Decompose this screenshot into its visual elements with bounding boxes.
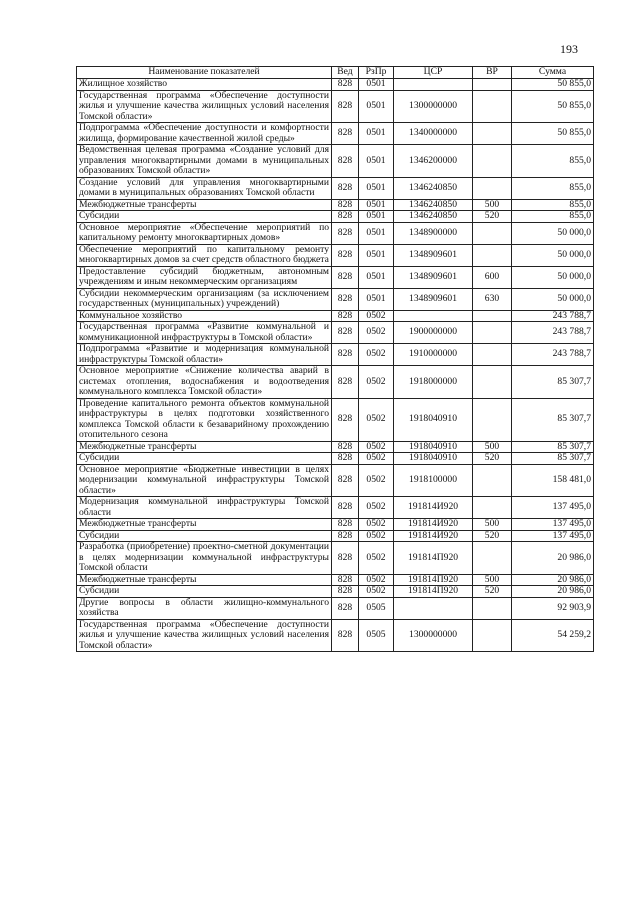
row-sum-cell: 50 855,0 [512, 79, 594, 91]
row-rzpr-cell: 0502 [359, 464, 394, 497]
row-name-cell: Основное мероприятие «Бюджетные инвестиции в целях модернизации коммунальной инфраструктуры Томской области» [77, 464, 332, 497]
row-rzpr-cell: 0502 [359, 519, 394, 531]
row-vr-cell [473, 90, 512, 123]
row-vr-cell [473, 222, 512, 244]
table-row [77, 310, 594, 322]
row-ved-cell: 828 [332, 177, 359, 199]
row-rzpr-cell: 0501 [359, 266, 394, 288]
table-row [77, 441, 594, 453]
row-vr-cell [473, 322, 512, 344]
row-name-cell: Субсидии [77, 211, 332, 223]
table-row [77, 123, 594, 145]
row-vr-cell [473, 597, 512, 619]
row-name-cell: Субсидии [77, 586, 332, 598]
table-row [77, 574, 594, 586]
row-csr-cell: 191814П920 [394, 574, 473, 586]
row-ved-cell: 828 [332, 366, 359, 399]
row-csr-cell: 1918040910 [394, 398, 473, 441]
row-csr-cell: 1348909601 [394, 244, 473, 266]
row-csr-cell [394, 79, 473, 91]
row-ved-cell: 828 [332, 530, 359, 542]
row-sum-cell: 855,0 [512, 177, 594, 199]
row-sum-cell: 855,0 [512, 199, 594, 211]
table-row [77, 79, 594, 91]
row-name-cell: Коммунальное хозяйство [77, 310, 332, 322]
row-name-cell: Основное мероприятие «Снижение количества аварий в системах отопления, водоснабжения и водоотведения коммунального комплекса Томской области» [77, 366, 332, 399]
row-ved-cell: 828 [332, 441, 359, 453]
row-rzpr-cell: 0502 [359, 453, 394, 465]
table-row [77, 322, 594, 344]
row-rzpr-cell: 0501 [359, 90, 394, 123]
row-csr-cell: 1348909601 [394, 288, 473, 310]
budget-table [76, 66, 594, 652]
row-vr-cell: 500 [473, 441, 512, 453]
row-name-cell: Субсидии [77, 453, 332, 465]
row-csr-cell: 1346240850 [394, 177, 473, 199]
row-rzpr-cell: 0502 [359, 530, 394, 542]
row-vr-cell: 520 [473, 211, 512, 223]
row-rzpr-cell: 0501 [359, 222, 394, 244]
row-name-cell: Жилищное хозяйство [77, 79, 332, 91]
row-name-cell: Модернизация коммунальной инфраструктуры Томской области [77, 497, 332, 519]
row-name-cell: Разработка (приобретение) проектно-сметной документации в целях модернизации коммунальной инфраструктуры Томской области [77, 542, 332, 575]
row-ved-cell: 828 [332, 145, 359, 178]
row-rzpr-cell: 0502 [359, 310, 394, 322]
row-vr-cell: 520 [473, 586, 512, 598]
row-name-cell: Проведение капитального ремонта объектов коммунальной инфраструктуры в целях подготовки хозяйственного комплекса Томской области к безаварийному прохождению отопительного сезона [77, 398, 332, 441]
row-rzpr-cell: 0501 [359, 211, 394, 223]
row-ved-cell: 828 [332, 619, 359, 652]
row-sum-cell: 137 495,0 [512, 519, 594, 531]
row-vr-cell: 500 [473, 574, 512, 586]
row-name-cell: Подпрограмма «Развитие и модернизация коммунальной инфраструктуры Томской области» [77, 344, 332, 366]
row-csr-cell: 191814П920 [394, 542, 473, 575]
row-csr-cell: 1346240850 [394, 199, 473, 211]
row-vr-cell [473, 177, 512, 199]
row-ved-cell: 828 [332, 199, 359, 211]
row-name-cell: Субсидии [77, 530, 332, 542]
row-csr-cell: 1348909601 [394, 266, 473, 288]
table-row [77, 90, 594, 123]
row-csr-cell: 191814И920 [394, 497, 473, 519]
row-name-cell: Другие вопросы в области жилищно-коммунального хозяйства [77, 597, 332, 619]
header-rzpr: РзПр [359, 67, 394, 79]
row-vr-cell: 520 [473, 530, 512, 542]
header-sum: Сумма [512, 67, 594, 79]
row-ved-cell: 828 [332, 344, 359, 366]
table-row [77, 145, 594, 178]
row-name-cell: Государственная программа «Обеспечение доступности жилья и улучшение качества жилищных условий населения Томской области» [77, 619, 332, 652]
row-vr-cell: 630 [473, 288, 512, 310]
row-name-cell: Государственная программа «Обеспечение доступности жилья и улучшение качества жилищных условий населения Томской области» [77, 90, 332, 123]
row-rzpr-cell: 0502 [359, 574, 394, 586]
row-ved-cell: 828 [332, 211, 359, 223]
table-header-row [77, 67, 594, 79]
row-rzpr-cell: 0505 [359, 619, 394, 652]
row-vr-cell [473, 366, 512, 399]
row-csr-cell: 1346240850 [394, 211, 473, 223]
table-row [77, 519, 594, 531]
row-sum-cell: 20 986,0 [512, 542, 594, 575]
row-name-cell: Ведомственная целевая программа «Создание условий для управления многоквартирными домами в муниципальных образованиях Томской области» [77, 145, 332, 178]
row-csr-cell: 1348900000 [394, 222, 473, 244]
row-name-cell: Межбюджетные трансферты [77, 574, 332, 586]
table-row [77, 344, 594, 366]
header-vr: ВР [473, 67, 512, 79]
row-sum-cell: 50 000,0 [512, 244, 594, 266]
row-csr-cell: 1910000000 [394, 344, 473, 366]
row-ved-cell: 828 [332, 574, 359, 586]
row-rzpr-cell: 0501 [359, 145, 394, 178]
row-csr-cell: 1346200000 [394, 145, 473, 178]
row-csr-cell [394, 597, 473, 619]
row-ved-cell: 828 [332, 310, 359, 322]
row-vr-cell: 500 [473, 519, 512, 531]
row-vr-cell: 600 [473, 266, 512, 288]
row-ved-cell: 828 [332, 597, 359, 619]
row-rzpr-cell: 0501 [359, 199, 394, 211]
row-sum-cell: 85 307,7 [512, 366, 594, 399]
row-name-cell: Обеспечение мероприятий по капитальному ремонту многоквартирных домов за счет средств областного бюджета [77, 244, 332, 266]
row-csr-cell: 1300000000 [394, 90, 473, 123]
table-row [77, 211, 594, 223]
row-sum-cell: 50 855,0 [512, 123, 594, 145]
header-csr: ЦСР [394, 67, 473, 79]
row-sum-cell: 20 986,0 [512, 586, 594, 598]
row-name-cell: Субсидии некоммерческим организациям (за исключением государственных (муниципальных) учреждений) [77, 288, 332, 310]
row-ved-cell: 828 [332, 123, 359, 145]
row-csr-cell: 1300000000 [394, 619, 473, 652]
row-rzpr-cell: 0505 [359, 597, 394, 619]
row-name-cell: Межбюджетные трансферты [77, 199, 332, 211]
row-sum-cell: 85 307,7 [512, 453, 594, 465]
table-row [77, 453, 594, 465]
row-name-cell: Основное мероприятие «Обеспечение мероприятий по капитальному ремонту многоквартирных домов» [77, 222, 332, 244]
row-sum-cell: 50 000,0 [512, 222, 594, 244]
row-rzpr-cell: 0502 [359, 586, 394, 598]
row-name-cell: Предоставление субсидий бюджетным, автономным учреждениям и иным некоммерческим организациям [77, 266, 332, 288]
row-rzpr-cell: 0501 [359, 288, 394, 310]
table-row [77, 530, 594, 542]
row-vr-cell [473, 310, 512, 322]
row-ved-cell: 828 [332, 398, 359, 441]
row-rzpr-cell: 0501 [359, 244, 394, 266]
row-name-cell: Создание условий для управления многоквартирными домами в муниципальных образованиях Томской области [77, 177, 332, 199]
row-name-cell: Межбюджетные трансферты [77, 441, 332, 453]
row-sum-cell: 855,0 [512, 211, 594, 223]
row-sum-cell: 158 481,0 [512, 464, 594, 497]
row-sum-cell: 855,0 [512, 145, 594, 178]
row-rzpr-cell: 0501 [359, 123, 394, 145]
row-csr-cell: 1918000000 [394, 366, 473, 399]
row-vr-cell [473, 542, 512, 575]
row-ved-cell: 828 [332, 519, 359, 531]
row-csr-cell: 191814П920 [394, 586, 473, 598]
row-ved-cell: 828 [332, 266, 359, 288]
row-sum-cell: 50 855,0 [512, 90, 594, 123]
row-rzpr-cell: 0502 [359, 441, 394, 453]
row-ved-cell: 828 [332, 222, 359, 244]
row-sum-cell: 85 307,7 [512, 398, 594, 441]
row-ved-cell: 828 [332, 90, 359, 123]
table-row [77, 244, 594, 266]
row-vr-cell [473, 464, 512, 497]
row-csr-cell: 191814И920 [394, 530, 473, 542]
row-vr-cell [473, 497, 512, 519]
row-sum-cell: 20 986,0 [512, 574, 594, 586]
row-ved-cell: 828 [332, 542, 359, 575]
row-vr-cell [473, 398, 512, 441]
row-ved-cell: 828 [332, 464, 359, 497]
table-row [77, 288, 594, 310]
row-csr-cell: 191814И920 [394, 519, 473, 531]
row-name-cell: Подпрограмма «Обеспечение доступности и комфортности жилища, формирование качественной жилой среды» [77, 123, 332, 145]
row-rzpr-cell: 0502 [359, 497, 394, 519]
row-sum-cell: 243 788,7 [512, 322, 594, 344]
row-ved-cell: 828 [332, 244, 359, 266]
row-ved-cell: 828 [332, 497, 359, 519]
row-ved-cell: 828 [332, 79, 359, 91]
row-sum-cell: 243 788,7 [512, 310, 594, 322]
table-row [77, 597, 594, 619]
row-csr-cell [394, 310, 473, 322]
row-rzpr-cell: 0502 [359, 322, 394, 344]
row-name-cell: Межбюджетные трансферты [77, 519, 332, 531]
table-row [77, 464, 594, 497]
table-row [77, 586, 594, 598]
table-row [77, 497, 594, 519]
table-row [77, 366, 594, 399]
row-ved-cell: 828 [332, 586, 359, 598]
row-csr-cell: 1918040910 [394, 453, 473, 465]
row-vr-cell [473, 145, 512, 178]
row-csr-cell: 1340000000 [394, 123, 473, 145]
row-ved-cell: 828 [332, 288, 359, 310]
table-row [77, 266, 594, 288]
table-body [77, 79, 594, 652]
row-rzpr-cell: 0502 [359, 398, 394, 441]
row-csr-cell: 1900000000 [394, 322, 473, 344]
row-sum-cell: 137 495,0 [512, 530, 594, 542]
row-rzpr-cell: 0502 [359, 542, 394, 575]
row-rzpr-cell: 0502 [359, 366, 394, 399]
row-sum-cell: 137 495,0 [512, 497, 594, 519]
table-row [77, 177, 594, 199]
row-vr-cell: 500 [473, 199, 512, 211]
header-name: Наименование показателей [77, 67, 332, 79]
table-row [77, 542, 594, 575]
row-csr-cell: 1918040910 [394, 441, 473, 453]
row-vr-cell [473, 123, 512, 145]
row-sum-cell: 50 000,0 [512, 266, 594, 288]
row-sum-cell: 85 307,7 [512, 441, 594, 453]
row-vr-cell [473, 79, 512, 91]
row-rzpr-cell: 0501 [359, 79, 394, 91]
row-rzpr-cell: 0501 [359, 177, 394, 199]
row-name-cell: Государственная программа «Развитие коммунальной и коммуникационной инфраструктуры в Томской области» [77, 322, 332, 344]
table-row [77, 222, 594, 244]
row-sum-cell: 92 903,9 [512, 597, 594, 619]
row-sum-cell: 50 000,0 [512, 288, 594, 310]
row-sum-cell: 54 259,2 [512, 619, 594, 652]
table-row [77, 398, 594, 441]
table-row [77, 199, 594, 211]
row-vr-cell [473, 344, 512, 366]
row-sum-cell: 243 788,7 [512, 344, 594, 366]
header-ved: Вед [332, 67, 359, 79]
row-ved-cell: 828 [332, 453, 359, 465]
row-vr-cell: 520 [473, 453, 512, 465]
row-vr-cell [473, 244, 512, 266]
row-vr-cell [473, 619, 512, 652]
row-rzpr-cell: 0502 [359, 344, 394, 366]
row-csr-cell: 1918100000 [394, 464, 473, 497]
row-ved-cell: 828 [332, 322, 359, 344]
table-row [77, 619, 594, 652]
page-number: 193 [560, 42, 578, 56]
